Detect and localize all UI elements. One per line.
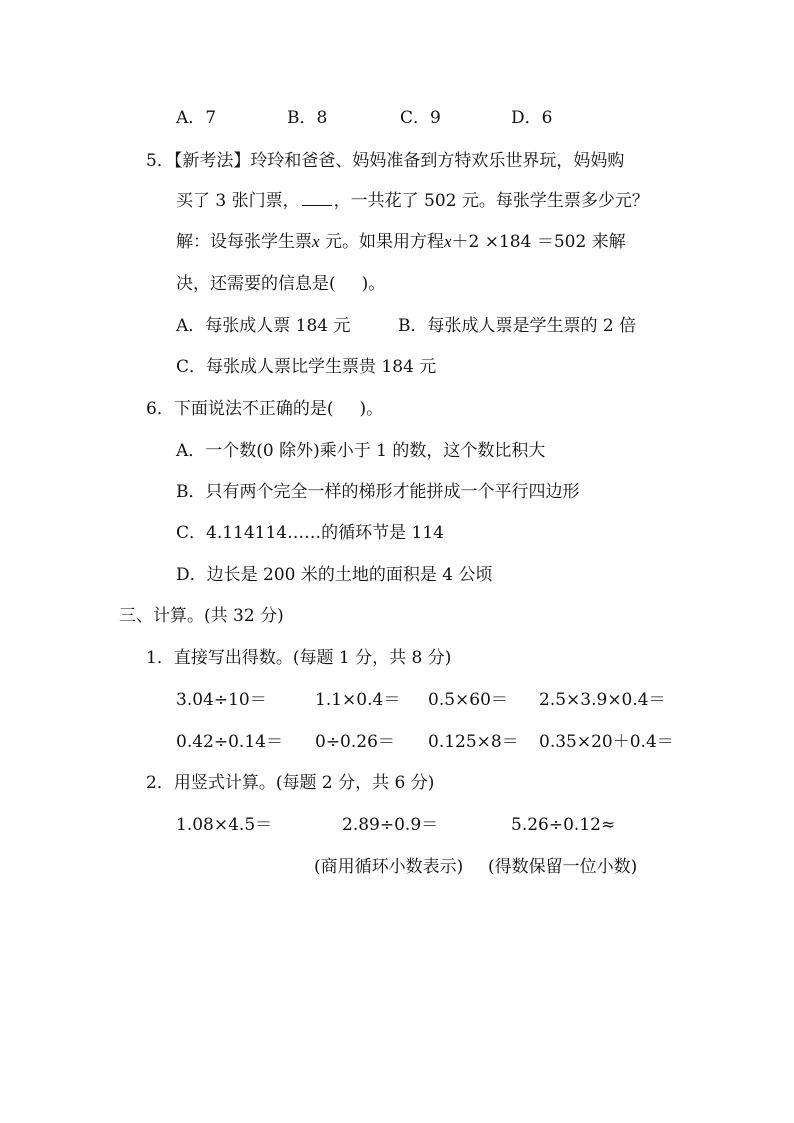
q6-stem bbox=[146, 397, 383, 421]
q5-text-line3-a: 解：设每张学生票 bbox=[176, 232, 312, 252]
q5-text-line4-b: )。 bbox=[361, 274, 386, 294]
q5-text-line2-b: ，一共花了 502 元。每张学生票多少元？ bbox=[333, 191, 649, 211]
q6-option-c: C．4.114114……的循环节是 114 bbox=[176, 523, 444, 543]
mental-calc-8: 0.35×20＋0.4＝ bbox=[539, 732, 674, 752]
vertical-calc-3: 5.26÷0.12≈ bbox=[511, 815, 616, 835]
mental-calc-3: 0.5×60＝ bbox=[428, 690, 508, 710]
q6-number: 6． bbox=[146, 399, 174, 419]
q5-text-line1: 玲玲和爸爸、妈妈准备到方特欢乐世界玩，妈妈购 bbox=[250, 151, 625, 171]
q5-text-line2-a: 买了 3 张门票， bbox=[176, 191, 300, 211]
q5-fill-blank bbox=[302, 189, 332, 206]
vertical-calc-note-3: (得数保留一位小数) bbox=[488, 857, 638, 877]
q5-stem-line2 bbox=[176, 189, 649, 213]
q4-option-b: B．8 bbox=[287, 108, 328, 128]
mental-calc-7: 0.125×8＝ bbox=[428, 732, 519, 752]
q5-option-b: B．每张成人票是学生票的 2 倍 bbox=[398, 316, 637, 336]
mental-calc-5: 0.42÷0.14＝ bbox=[176, 732, 283, 752]
q5-number: 5． bbox=[146, 151, 174, 171]
q4-option-a: A．7 bbox=[176, 108, 217, 128]
q5-text-line4-a: 决，还需要的信息是( bbox=[176, 274, 336, 294]
q6-stem-b: )。 bbox=[359, 399, 384, 419]
q5-option-a: A．每张成人票 184 元 bbox=[176, 316, 351, 336]
q6-option-a: A．一个数(0 除外)乘小于 1 的数，这个数比积大 bbox=[176, 441, 546, 461]
q5-stem-line3 bbox=[176, 230, 626, 254]
vertical-calc-note-2: (商用循环小数表示) bbox=[314, 857, 464, 877]
section3-title: 三、计算。(共 32 分) bbox=[119, 606, 284, 626]
q5-stem-line4 bbox=[176, 272, 385, 296]
mental-calc-2: 1.1×0.4＝ bbox=[315, 690, 401, 710]
q5-stem-line1 bbox=[146, 149, 624, 173]
q5-text-line3-b: 元。如果用方程 bbox=[319, 232, 444, 252]
mental-calc-1: 3.04÷10＝ bbox=[176, 690, 267, 710]
section3-part1-title: 1．直接写出得数。(每题 1 分，共 8 分) bbox=[146, 648, 452, 668]
q6-option-b: B．只有两个完全一样的梯形才能拼成一个平行四边形 bbox=[176, 482, 580, 502]
q5-var-x: x bbox=[312, 232, 320, 251]
mental-calc-6: 0÷0.26＝ bbox=[315, 732, 395, 752]
q6-option-d: D．边长是 200 米的土地的面积是 4 公顷 bbox=[176, 565, 493, 585]
q5-option-c: C．每张成人票比学生票贵 184 元 bbox=[176, 357, 437, 377]
q5-var-x2: x bbox=[443, 232, 452, 251]
q5-tag: 【新考法】 bbox=[173, 151, 251, 171]
q4-option-d: D．6 bbox=[511, 108, 553, 128]
q4-option-c: C．9 bbox=[400, 108, 441, 128]
section3-part2-title: 2．用竖式计算。(每题 2 分，共 6 分) bbox=[146, 773, 435, 793]
q5-text-line3-c: ＋2 ×184 ＝502 来解 bbox=[451, 232, 626, 252]
vertical-calc-2: 2.89÷0.9＝ bbox=[342, 815, 439, 835]
q6-stem-a: 下面说法不正确的是( bbox=[173, 399, 334, 419]
vertical-calc-1: 1.08×4.5＝ bbox=[176, 815, 273, 835]
mental-calc-4: 2.5×3.9×0.4＝ bbox=[539, 690, 666, 710]
